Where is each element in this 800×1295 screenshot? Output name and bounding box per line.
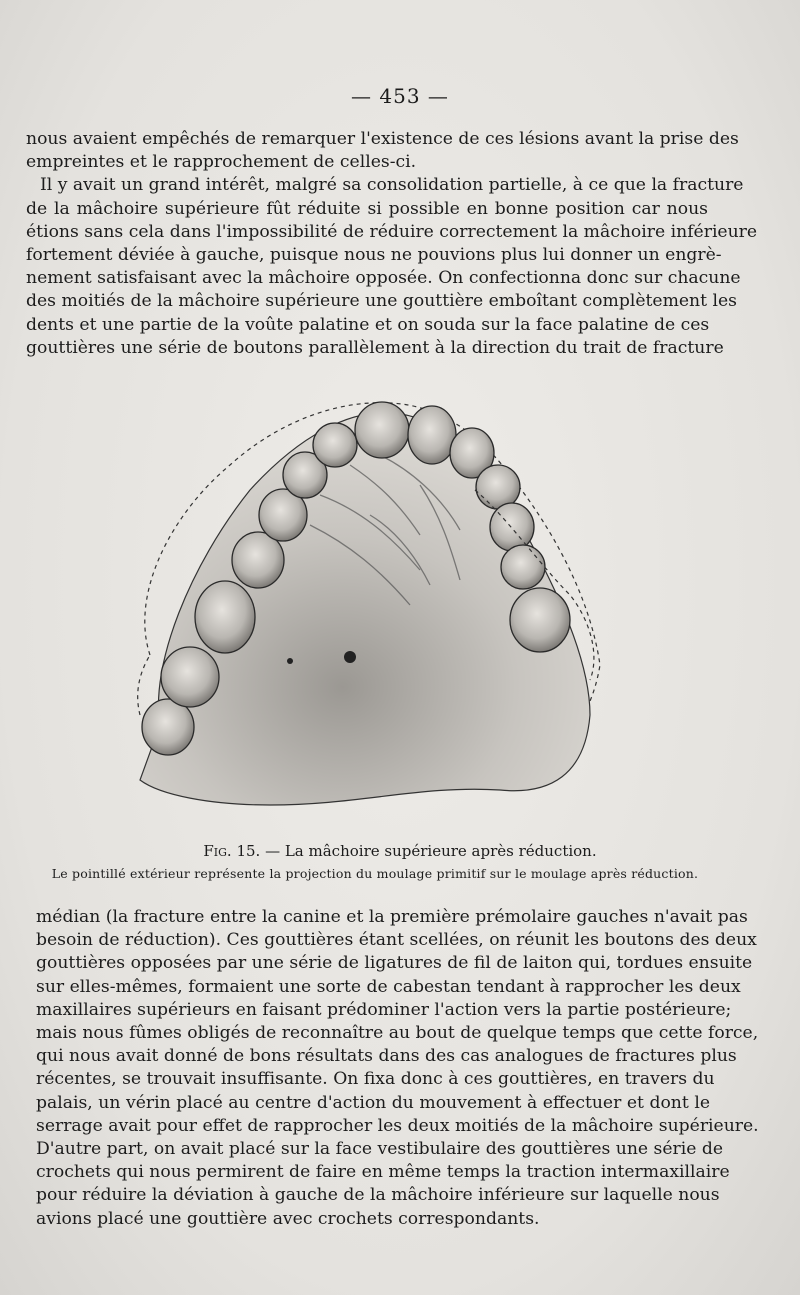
text-line: fortement déviée à gauche, puisque nous ne pouvions plus lui donner un engrè- <box>26 245 722 266</box>
text-line: mais nous fûmes obligés de reconnaître au bout de quelque temps que cette force, <box>36 1023 759 1044</box>
text-line: des moitiés de la mâchoire supérieure une gouttière emboîtant complètement les <box>26 291 737 312</box>
palate-dot <box>287 658 293 664</box>
text-line: médian (la fracture entre la canine et la première prémolaire gauches n'avait pas <box>36 907 748 927</box>
text-line: nement satisfaisant avec la mâchoire opposée. On confectionna donc sur chacune <box>26 268 741 289</box>
text-line: dents et une partie de la voûte palatine et on souda sur la face palatine de ces <box>26 314 710 335</box>
text-line: palais, un vérin placé au centre d'action du mouvement à effectuer et dont le <box>36 1092 710 1113</box>
text-line: étions sans cela dans l'impossibilité de réduire correctement la mâchoire inférieure <box>26 221 758 242</box>
text-line: D'autre part, on avait placé sur la face vestibulaire des gouttières une série de <box>36 1139 724 1160</box>
text-line: besoin de réduction). Ces gouttières étant scellées, on réunit les boutons des deux <box>36 930 757 951</box>
text-line: Il y avait un grand intérêt, malgré sa consolidation partielle, à ce que la fracture <box>40 175 744 196</box>
text-line: gouttières une série de boutons parallèlement à la direction du trait de fracture <box>26 337 724 358</box>
text-line: gouttières opposées par une série de ligatures de fil de laiton qui, tordues ensuite <box>36 953 753 974</box>
text-line: nous avaient empêchés de remarquer l'existence de ces lésions avant la prise des <box>26 129 739 149</box>
figure-label: Fig. 15. <box>203 842 261 860</box>
text-line: récentes, se trouvait insuffisante. On fixa donc à ces gouttières, en travers du <box>36 1069 715 1090</box>
text-line: empreintes et le rapprochement de celles-ci. <box>26 152 417 173</box>
text-line: avions placé une gouttière avec crochets correspondants. <box>36 1208 540 1229</box>
top-paragraph <box>26 128 758 360</box>
figure-caption <box>0 842 800 860</box>
text-line: serrage avait pour effet de rapprocher les deux moitiés de la mâchoire supérieure. <box>36 1115 759 1136</box>
text-line: qui nous avait donné de bons résultats dans des cas analogues de fractures plus <box>36 1046 737 1067</box>
figure-legend: Le pointillé extérieur représente la projection du moulage primitif sur le moulage après réduction. <box>51 866 699 881</box>
text-line: sur elles-mêmes, formaient une sorte de cabestan tendant à rapprocher les deux <box>36 976 741 997</box>
palate-foramen <box>344 651 356 663</box>
page-number: — 453 — <box>351 84 449 108</box>
figure-title: — La mâchoire supérieure après réduction. <box>260 842 597 860</box>
bottom-paragraph <box>36 906 759 1231</box>
text-line: de la mâchoire supérieure fût réduite si possible en bonne position car nous <box>26 198 708 219</box>
dental-cast-illustration <box>120 395 620 825</box>
text-line: crochets qui nous permirent de faire en même temps la traction intermaxillaire <box>36 1162 730 1183</box>
text-line: maxillaires supérieurs en faisant prédominer l'action vers la partie postérieure; <box>36 999 732 1020</box>
text-line: pour réduire la déviation à gauche de la mâchoire inférieure sur laquelle nous <box>36 1185 720 1206</box>
